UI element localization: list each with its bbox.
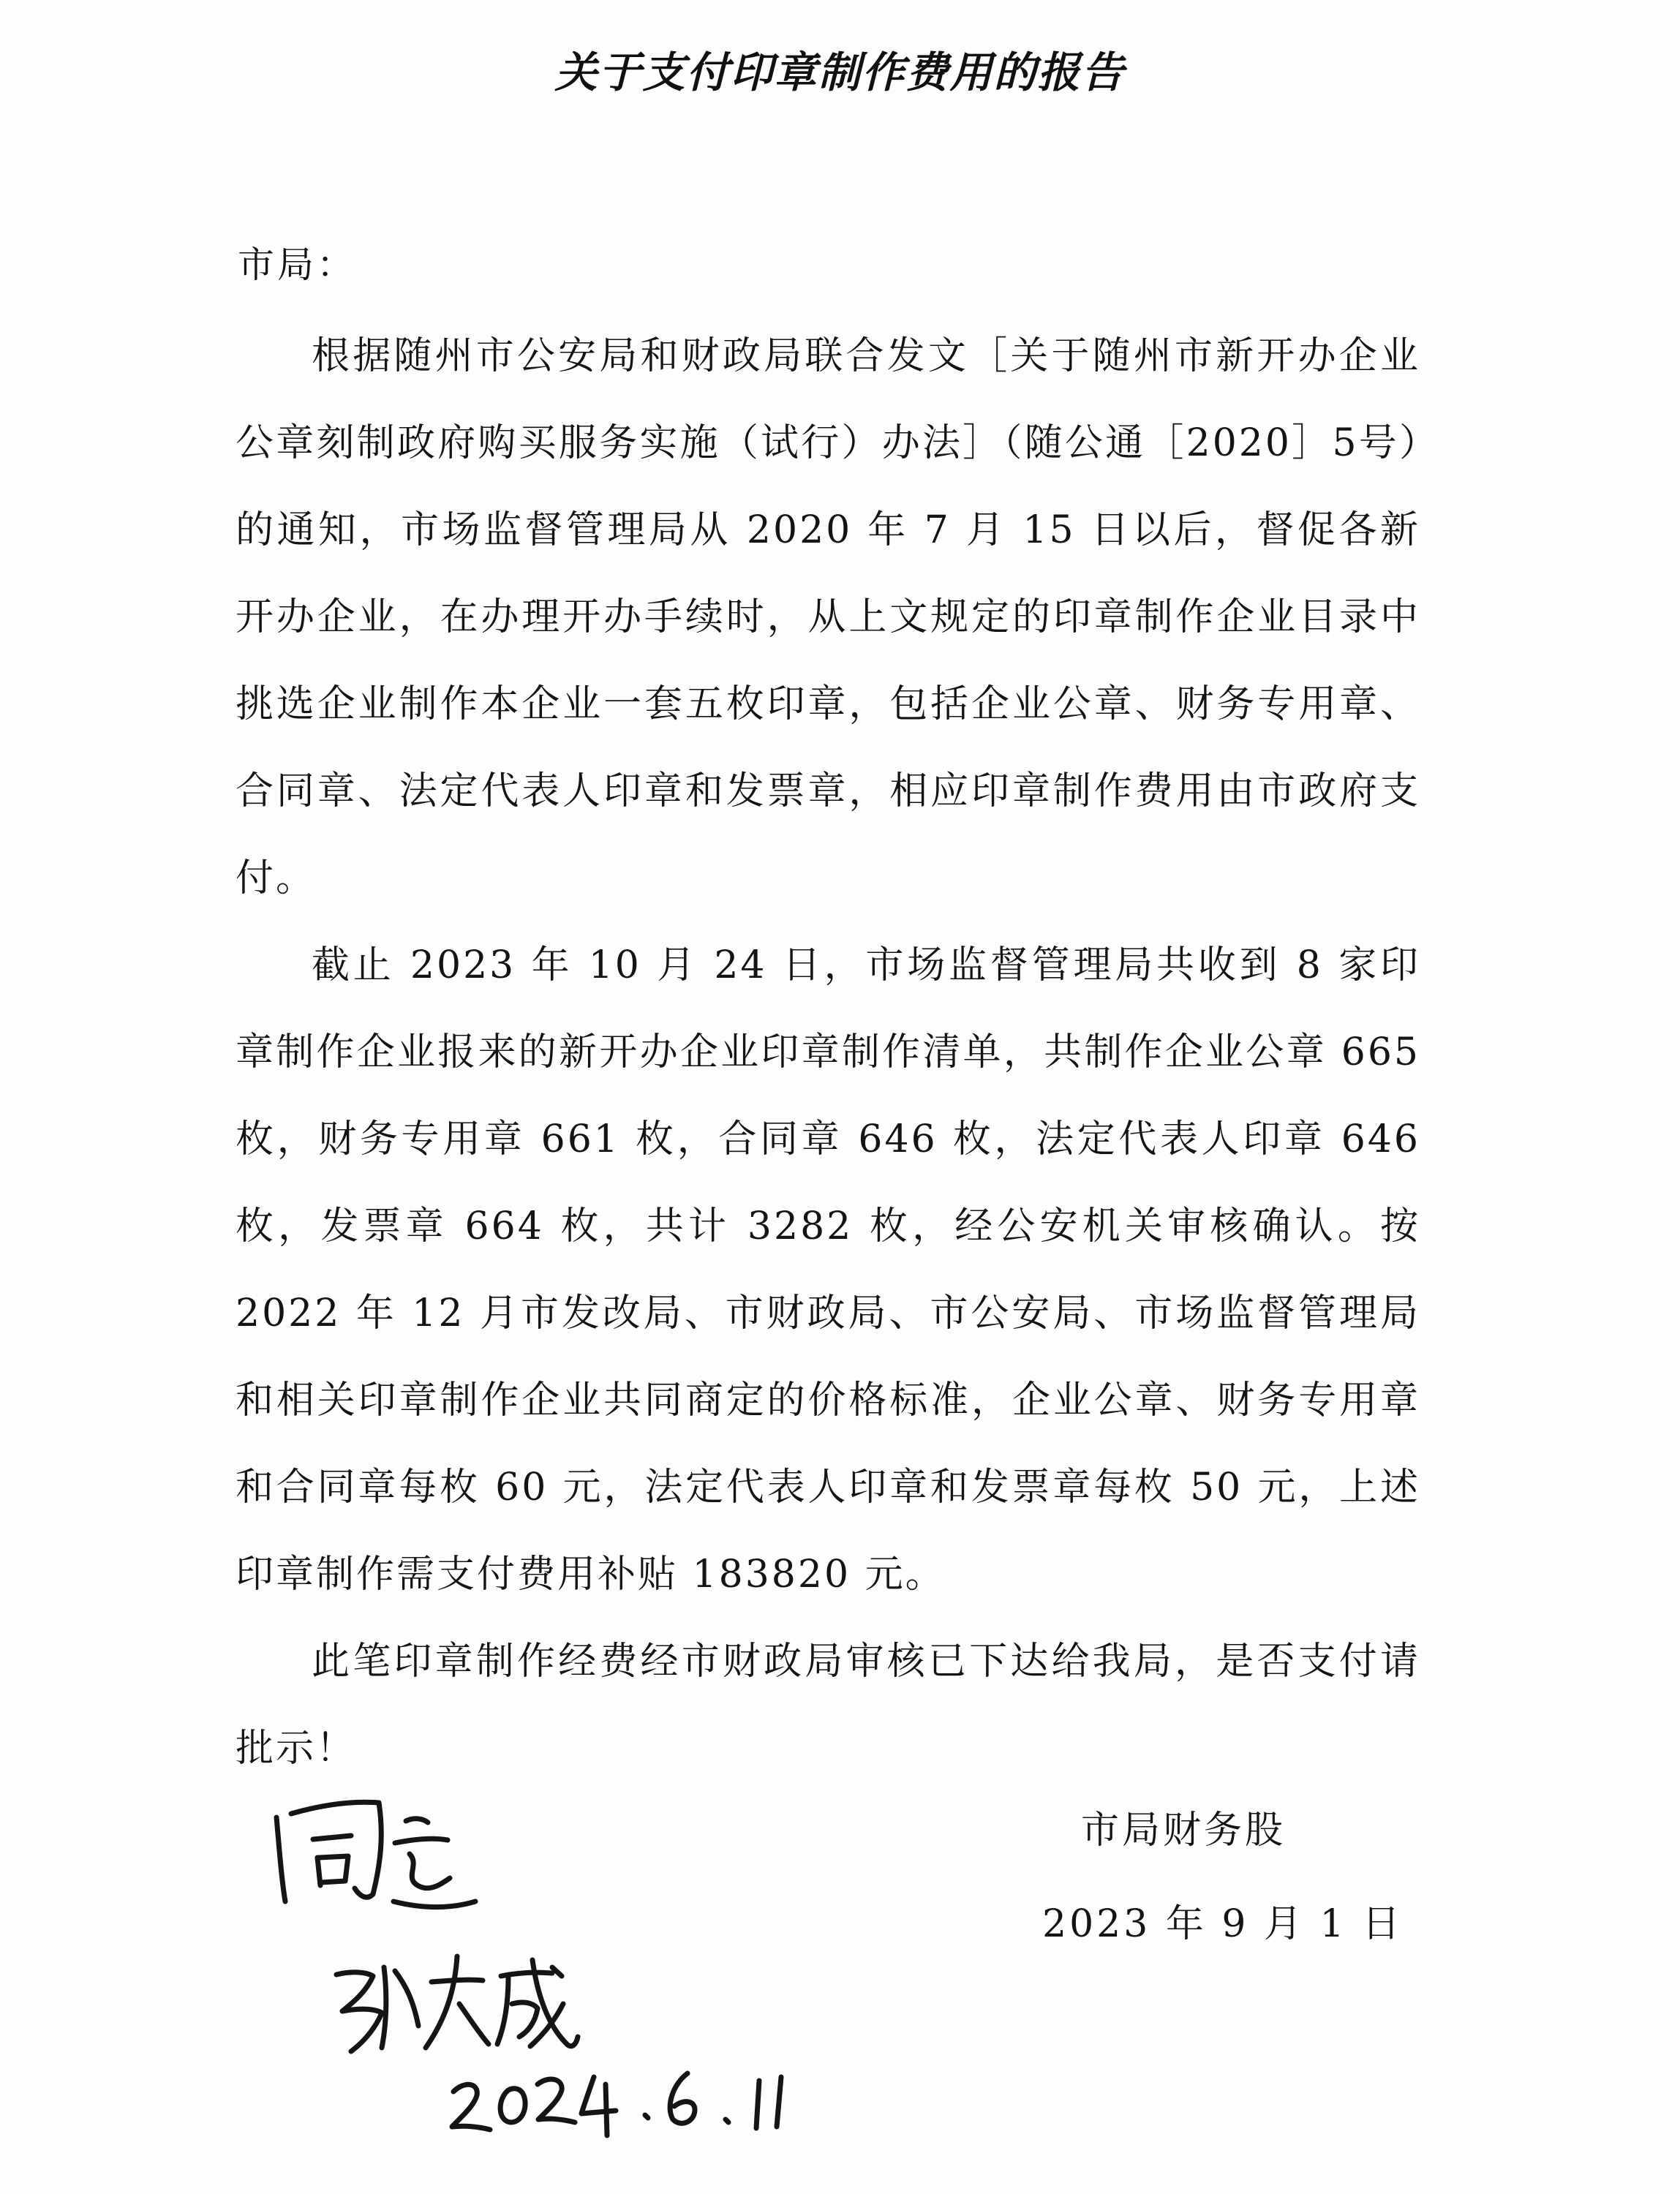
paragraph-3: 此笔印章制作经费经市财政局审核已下达给我局，是否支付请批示！ [236, 1640, 1420, 1771]
signature-department: 市局财务股 [1081, 1809, 1287, 1852]
handwritten-name [336, 1956, 578, 2051]
handwritten-approval [276, 1802, 475, 1907]
paragraph-2: 截止 2023 年 10 月 24 日，市场监督管理局共收到 8 家印章制作企业报来的新开办企业印章制作清单，共制作企业公章 665 枚，财务专用章 661 枚，合同章 646 枚，法定代表人印章 646 枚，发票章 664 枚，共计 3282 枚，经公安机关审核确认。按 2022 年 12 月市发改局、市财政局、市公安局、市场监督管理局和相关印章制作企业共同商定的价格标准，企业公章、财务专用章和合同章每枚 60 元，法定代表人印章和发票章每枚 50 元，上述印章制作需支付费用补贴 183820 元。 [236, 943, 1420, 1597]
handwritten-date [452, 2073, 781, 2135]
paragraph-1: 根据随州市公安局和财政局联合发文［关于随州市新开办企业公章刻制政府购买服务实施（试行）办法］（随公通［2020］5号）的通知，市场监督管理局从 2020 年 7 月 15 日以后，督促各新开办企业，在办理开办手续时，从上文规定的印章制作企业目录中挑选企业制作本企业一套五枚印章，包括企业公章、财务专用章、合同章、法定代表人印章和发票章，相应印章制作费用由市政府支付。 [236, 334, 1420, 900]
signature-date: 2023 年 9 月 1 日 [1042, 1902, 1404, 1946]
handwritten-signature [256, 1784, 826, 2165]
document-title: 关于支付印章制作费用的报告 [554, 48, 1126, 97]
document-body [236, 313, 1420, 1792]
salutation: 市局： [238, 244, 356, 286]
